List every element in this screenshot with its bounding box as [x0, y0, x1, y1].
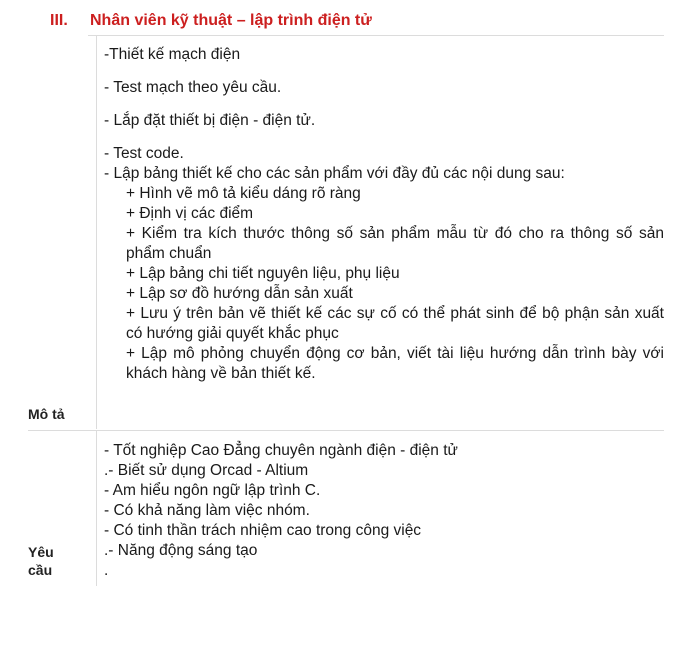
design-sub-item: + Định vị các điểm [126, 205, 254, 222]
description-content [104, 45, 664, 384]
requirement-item: - Am hiểu ngôn ngữ lập trình C. [104, 482, 321, 499]
requirement-item: - Có khả năng làm việc nhóm. [104, 502, 310, 519]
description-item: - Lắp đặt thiết bị điện - điện tử. [104, 112, 316, 129]
section-divider [28, 430, 664, 431]
requirements-label-line: Yêu [28, 544, 54, 560]
section-number: III. [50, 12, 68, 29]
column-divider-top [96, 36, 97, 429]
design-sub-item: + Lưu ý trên bản vẽ thiết kế các sự cố có thể phát sinh để bộ phận sản xuất có hướng giải quyết khắc phục [126, 305, 664, 342]
description-item: - Test code. [104, 145, 184, 162]
heading-underline [88, 35, 664, 36]
column-divider-bottom [96, 431, 97, 586]
design-intro: - Lập bảng thiết kế cho các sản phẩm với đầy đủ các nội dung sau: [104, 165, 565, 182]
requirement-item: - Có tinh thần trách nhiệm cao trong công việc [104, 522, 422, 539]
design-sub-item: + Lập bảng chi tiết nguyên liệu, phụ liệu [126, 265, 400, 282]
section-heading [50, 12, 372, 30]
design-sub-item: + Lập mô phỏng chuyển động cơ bản, viết tài liệu hướng dẫn trình bày với khách hàng về bản thiết kế. [126, 345, 664, 382]
design-sub-item: + Kiểm tra kích thước thông số sản phẩm mẫu từ đó cho ra thông số sản phẩm chuẩn [126, 225, 664, 262]
description-item: -Thiết kế mạch điện [104, 46, 241, 63]
design-sub-item: + Hình vẽ mô tả kiểu dáng rõ ràng [126, 185, 361, 202]
requirements-label-line: cầu [28, 562, 53, 578]
requirements-content [104, 441, 664, 581]
design-sub-item: + Lập sơ đồ hướng dẫn sản xuất [126, 285, 353, 302]
requirements-label [28, 543, 54, 579]
requirement-item: .- Biết sử dụng Orcad - Altium [104, 462, 309, 479]
section-title: Nhân viên kỹ thuật – lập trình điện tử [90, 12, 372, 29]
requirement-item: - Tốt nghiệp Cao Đẳng chuyên ngành điện - điện tử [104, 442, 458, 459]
requirement-item: .- Năng động sáng tạo [104, 542, 258, 559]
requirement-item: . [104, 562, 109, 579]
description-item: - Test mạch theo yêu cầu. [104, 79, 282, 96]
description-label: Mô tả [28, 406, 65, 422]
